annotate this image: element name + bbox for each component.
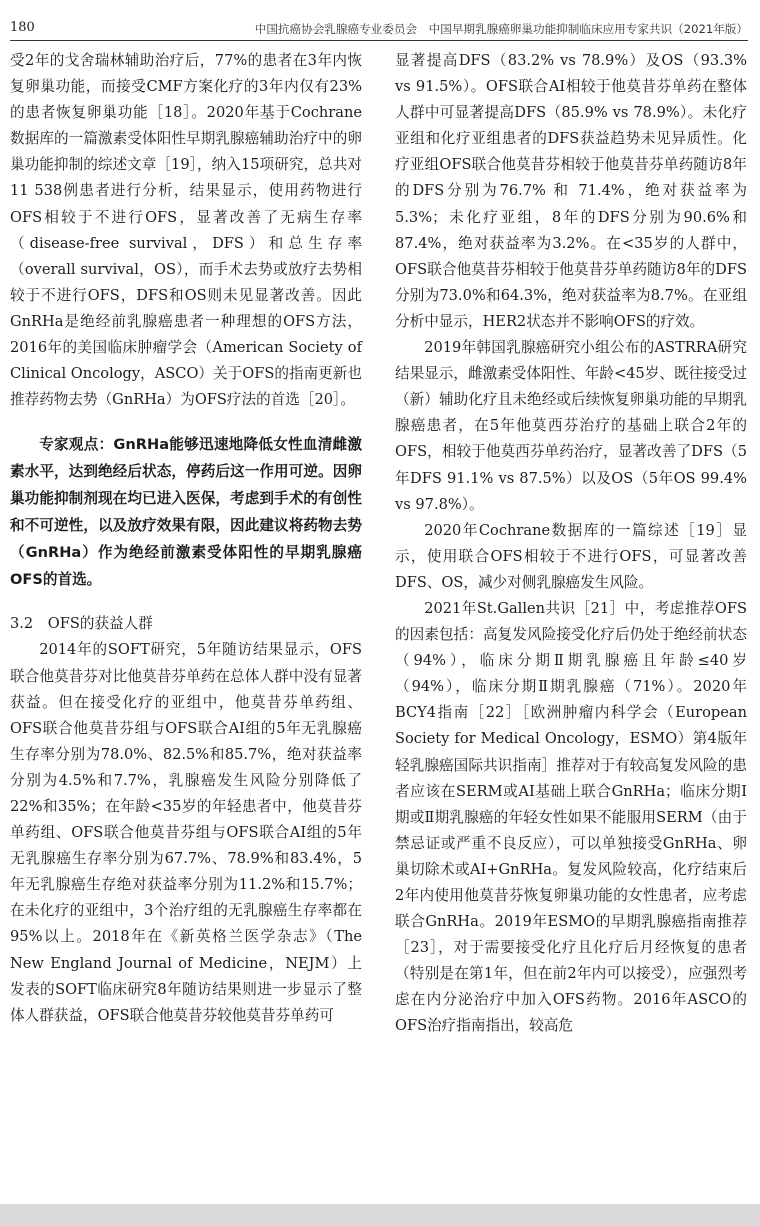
section-heading: 3.2 OFS的获益人群 bbox=[10, 615, 153, 633]
page-number: 180 bbox=[10, 20, 35, 35]
paragraph: 受2年的戈舍瑞林辅助治疗后，77%的患者在3年内恢复卵巢功能，而接受CMF方案化疗的3年内仅有23%的患者恢复卵巢功能［18］。2020年基于Cochrane数据库的一篇激素受体阳性早期乳腺癌辅助治疗中的卵巢功能抑制的综述文章［19］，纳入15项研究，总共对11 538例患者进行分析，结果显示，使用药物进行OFS相较于不进行OFS，显著改善了无病生存率（disease-free survival，DFS）和总生存率（overall survival，OS），而手术去势或放疗去势相较于不进行OFS，DFS和OS则未见显著改善。因此GnRHa是绝经前乳腺癌患者一种理想的OFS方法，2016年的美国临床肿瘤学会（American Society of Clinical Oncology，ASCO）关于OFS的指南更新也推荐药物去势（GnRHa）为OFS疗法的首选［20］。 bbox=[10, 52, 362, 409]
paragraph: 显著提高DFS（83.2% vs 78.9%）及OS（93.3% vs 91.5%）。OFS联合AI相较于他莫昔芬单药在整体人群中可显著提高DFS（85.9% vs 78.9%）。未化疗亚组和化疗亚组患者的DFS获益趋势未见异质性。化疗亚组OFS联合他莫昔芬相较于他莫昔芬单药随访8年的DFS分别为76.7% 和 71.4%，绝对获益率为5.3%；未化疗亚组，8年的DFS分别为90.6%和87.4%，绝对获益率为3.2%。在<35岁的人群中，OFS联合他莫昔芬相较于他莫昔芬单药随访8年的DFS分别为73.0%和64.3%，绝对获益率为8.7%。在亚组分析中显示，HER2状态并不影响OFS的疗效。 bbox=[395, 52, 747, 330]
paragraph: 2019年韩国乳腺癌研究小组公布的ASTRRA研究结果显示，雌激素受体阳性、年龄<45岁、既往接受过（新）辅助化疗且未绝经或后续恢复卵巢功能的早期乳腺癌患者，在5年他莫西芬治疗的基础上联合2年的OFS，相较于他莫西芬单药治疗，显著改善了DFS（5年DFS 91.1% vs 87.5%）以及OS（5年OS 99.4% vs 97.8%）。 bbox=[395, 339, 747, 513]
paragraph: 2020年Cochrane数据库的一篇综述［19］显示，使用联合OFS相较于不进行OFS，可显著改善DFS、OS，减少对侧乳腺癌发生风险。 bbox=[395, 521, 747, 591]
right-column bbox=[395, 48, 747, 1040]
expert-opinion: 专家观点：GnRHa能够迅速地降低女性血清雌激素水平，达到绝经后状态，停药后这一作用可逆。因卵巢功能抑制剂现在均已进入医保，考虑到手术的有创性和不可逆性，以及放疗效果有限，因此建议将药物去势（GnRHa）作为绝经前激素受体阳性的早期乳腺癌OFS的首选。 bbox=[10, 436, 362, 589]
paragraph: 2014年的SOFT研究，5年随访结果显示，OFS联合他莫昔芬对比他莫昔芬单药在总体人群中没有显著获益。但在接受化疗的亚组中，他莫昔芬单药组、OFS联合他莫昔芬组与OFS联合AI组的5年无乳腺癌生存率分别为78.0%、82.5%和85.7%，绝对获益率分别为4.5%和7.7%，乳腺癌发生风险分别降低了22%和35%；在年龄<35岁的年轻患者中，他莫昔芬单药组、OFS联合他莫昔芬组与OFS联合AI组的5年无乳腺癌生存率分别为67.7%、78.9%和83.4%，5年无乳腺癌生存绝对获益率分别为11.2%和15.7%；在未化疗的亚组中，3个治疗组的无乳腺癌生存率都在95%以上。2018年在《新英格兰医学杂志》（The New England Journal of Medicine，NEJM）上发表的SOFT临床研究8年随访结果则进一步显示了整体人群获益，OFS联合他莫昔芬较他莫昔芬单药可 bbox=[10, 641, 362, 1024]
page-header bbox=[10, 18, 748, 41]
running-title: 中国抗癌协会乳腺癌专业委员会 中国早期乳腺癌卵巢功能抑制临床应用专家共识（2021年版） bbox=[254, 22, 748, 36]
left-column bbox=[10, 48, 362, 1029]
paragraph: 2021年St.Gallen共识［21］中，考虑推荐OFS的因素包括：高复发风险接受化疗后仍处于绝经前状态（94%），临床分期Ⅱ期乳腺癌且年龄≤40岁（94%），临床分期Ⅱ期乳腺癌（71%）。2020年BCY4指南［22］［欧洲肿瘤内科学会（European Society for Medical Oncology，ESMO）第4版年轻乳腺癌国际共识指南］推荐对于有较高复发风险的患者应该在SERM或AI基础上联合GnRHa；临床分期Ⅰ期或Ⅱ期乳腺癌的年轻女性如果不能服用SERM（由于禁忌证或严重不良反应），可以单独接受GnRHa、卵巢切除术或AI+GnRHa。复发风险较高，化疗结束后2年内使用他莫昔芬恢复卵巢功能的女性患者，应考虑联合GnRHa。2019年ESMO的早期乳腺癌指南推荐［23］，对于需要接受化疗且化疗后月经恢复的患者（特别是在第1年，但在前2年内可以接受），应强烈考虑在内分泌治疗中加入OFS药物。2016年ASCO的OFS治疗指南指出，较高危 bbox=[395, 599, 747, 1035]
footer-band bbox=[0, 1204, 760, 1226]
